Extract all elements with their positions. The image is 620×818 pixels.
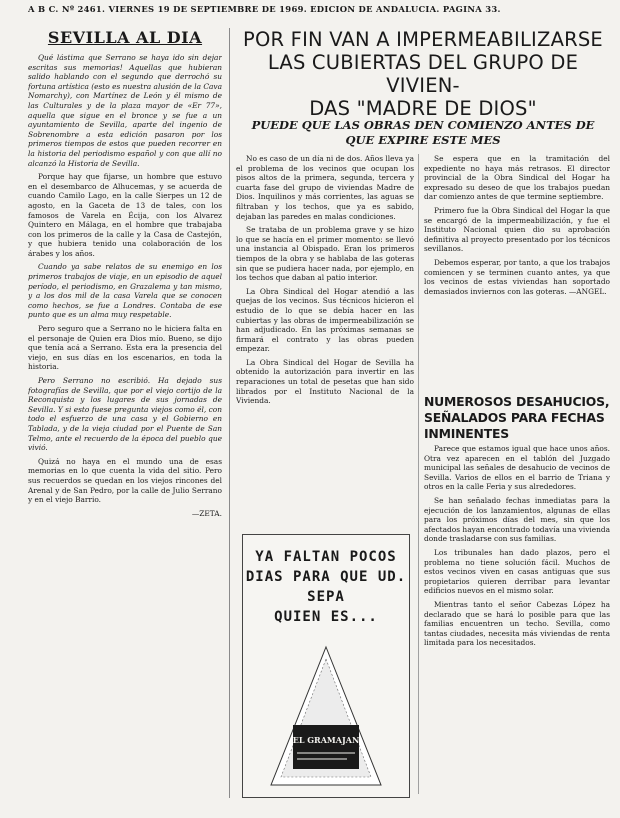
headline-line: LAS CUBIERTAS DEL GRUPO DE VIVIEN- xyxy=(267,51,579,97)
column-title: SEVILLA AL DIA xyxy=(47,28,203,47)
paragraph: Se han señalado fechas inmediatas para la ejecución de los lanzamientos, algunas de ellas para los próximos días del mes, sin que los afectados hayan encontrado todavía una vivienda donde trasladarse con sus familias. xyxy=(424,495,610,544)
main-subhead xyxy=(238,118,608,148)
ad-art-text: EL GRAMAJAN xyxy=(292,735,360,745)
paragraph: Pero Serrano no escribió. Ha dejado sus fotografías de Sevilla, que por el viejo cortijo de la Reconquista y los lugares de sus jornadas de Sevilla. Y si esto fuese pregunta viejos como él, con todo el esfuerzo de una casa y el Gobierno en Tablada, y de la vieja ciudad por el Puente de San Telmo, ante el recuerdo de la época del pueblo que vivió. xyxy=(28,376,222,453)
page-header: A B C. Nº 2461. VIERNES 19 DE SEPTIEMBRE DE 1969. EDICION DE ANDALUCIA. PAGINA 33. xyxy=(28,4,501,14)
article-column-1 xyxy=(236,154,414,526)
main-headline xyxy=(238,28,608,120)
paragraph: Mientras tanto el señor Cabezas López ha declarado que se hará lo posible para que las familias encuentren un techo. Sevilla, como tantas ciudades, necesita más viviendas de renta limitada para los necesitados. xyxy=(424,599,610,648)
subhead-line: PUEDE QUE LAS OBRAS DEN COMIENZO ANTES DE xyxy=(251,118,595,132)
ad-illustration xyxy=(267,645,385,791)
ad-line: QUIEN ES... xyxy=(274,609,378,625)
paragraph: Pero seguro que a Serrano no le hiciera falta en el personaje de Quien era Dios mío. Bueno, se dijo que tenía acá a Serrano. Esta era la presencia del viejo, en sus días en los escenarios, en toda la historia. xyxy=(28,324,222,372)
paragraph: Se trataba de un problema grave y se hizo lo que se hacía en el primer momento: se llevó una instancia al Obispado. Eran los primeros tiempos de la obra y se hablaba de las goteras sin que se pudiera hacer nada, por ejemplo, en los techos que daban al patio interior. xyxy=(236,225,414,283)
ad-text xyxy=(243,547,409,627)
paragraph: La Obra Sindical del Hogar de Sevilla ha obtenido la autorización para invertir en las reparaciones un total de pesetas que han sido librados por el Instituto Nacional de la Vivienda. xyxy=(236,357,414,406)
column-rule xyxy=(418,154,419,794)
paragraph: Quizá no haya en el mundo una de esas memorias en lo que cuenta la vida del sitio. Pero sus recuerdos se quedan en los viejos rincones del Arenal y de San Pedro, por la calle de Julio Serrano y en el viejo Barrio. xyxy=(28,456,222,505)
paragraph: Qué lástima que Serrano se haya ido sin dejar escritas sus memorias! Aquellas que hubieran salido hablando con el segundo que derrochó su fortuna artística (esto es nuestra alusión de la Cava Nomarchy), con Martínez de León y él mismo de las Culturales y de la plaza mayor de «Er 77», aquella que sigue en el bronce y se fue a un ayuntamiento de Sevilla, aparte del ingenio de Sobrenombre a esta edición pasaron por los primeros tiempos de estos que pueden recorrer en la historia del periodismo español y con que allí no alcanzó la Historia de Sevilla. xyxy=(28,53,222,168)
ad-line: SEPA xyxy=(307,589,345,605)
subhead-line: QUE EXPIRE ESTE MES xyxy=(345,133,501,147)
paragraph: Cuando ya sabe relatos de su enemigo en los primeros trabajos de viaje, en un episodio de aquel período, el periodismo, en Grazalema y tan mismo, y a los dos mil de la casa Varela que se conocen como hechos, se fue a Londres. Contaba de ese punto que es un alma muy respetable. xyxy=(28,262,222,320)
paragraph: Se espera que en la tramitación del expediente no haya más retrasos. El director provincial de la Obra Sindical del Hogar ha expresado su deseo de que los trabajos puedan dar comienzo antes de que termine septiembre. xyxy=(424,154,610,202)
paragraph: Debemos esperar, por tanto, a que los trabajos comiencen y se terminen cuanto antes, ya que los vecinos de estas viviendas han soportado demasiados inviernos con las goteras. —ANGEL. xyxy=(424,257,610,296)
article-column-2 xyxy=(424,154,610,392)
column-rule xyxy=(229,28,230,798)
ad-line: YA FALTAN POCOS xyxy=(255,549,397,565)
paragraph: Primero fue la Obra Sindical del Hogar la que se encargó de la impermeabilización, y fue el Instituto Nacional quien dio su aprobación definitiva al proyecto presentado por los técnicos sevillanos. xyxy=(424,205,610,254)
article-column-3 xyxy=(424,444,610,798)
advertisement xyxy=(242,534,410,798)
signature: —ZETA. xyxy=(191,508,222,518)
paragraph: Porque hay que fijarse, un hombre que estuvo en el desembarco de Alhucemas, y se acuerda de cuando Camilo Lago, en la calle Sierpes un 12 de agosto, en la Gaceta de 13 de tales, con los famosos de Varela en Écija, con los Alvarez Quintero en Málaga, en el hombre que trabajaba con los primeros de la calle y la Casa de Castejón, y que hubiera tenido una colaboración de los árabes y los años. xyxy=(28,172,222,258)
ad-line: DIAS PARA QUE UD. xyxy=(245,569,407,585)
left-column xyxy=(28,28,222,798)
paragraph: Los tribunales han dado plazos, pero el problema no tiene solución fácil. Muchos de estos vecinos viven en casas antiguas que sus propietarios quieren derribar para levantar edificios nuevos en el mismo solar. xyxy=(424,547,610,596)
paragraph: Parece que estamos igual que hace unos años. Otra vez aparecen en el tablón del Juzgado municipal las señales de desahucio de vecinos de Sevilla. Varios de ellos en el barrio de Triana y otros en la calle Feria y sus alrededores. xyxy=(424,444,610,492)
headline-line: POR FIN VAN A IMPERMEABILIZARSE xyxy=(243,28,603,51)
headline-line: DAS "MADRE DE DIOS" xyxy=(309,97,537,120)
section-headline: NUMEROSOS DESAHUCIOS, SEÑALADOS PARA FECHAS INMINENTES xyxy=(424,394,610,441)
paragraph: La Obra Sindical del Hogar atendió a las quejas de los vecinos. Sus técnicos hicieron el estudio de lo que se debía hacer en las cubiertas y las obras de impermeabilización se han adjudicado. En las próximas semanas se firmará el contrato y las obras pueden empezar. xyxy=(236,286,414,354)
paragraph: No es caso de un día ni de dos. Años lleva ya el problema de los vecinos que ocupan los pisos altos de la primera, segunda, tercera y cuarta fase del grupo de viviendas Madre de Dios. Inquilinos y más corrientes, las aguas se filtraban y los techos, que ya es sabido, dejaban las paredes en malas condiciones. xyxy=(236,154,414,221)
